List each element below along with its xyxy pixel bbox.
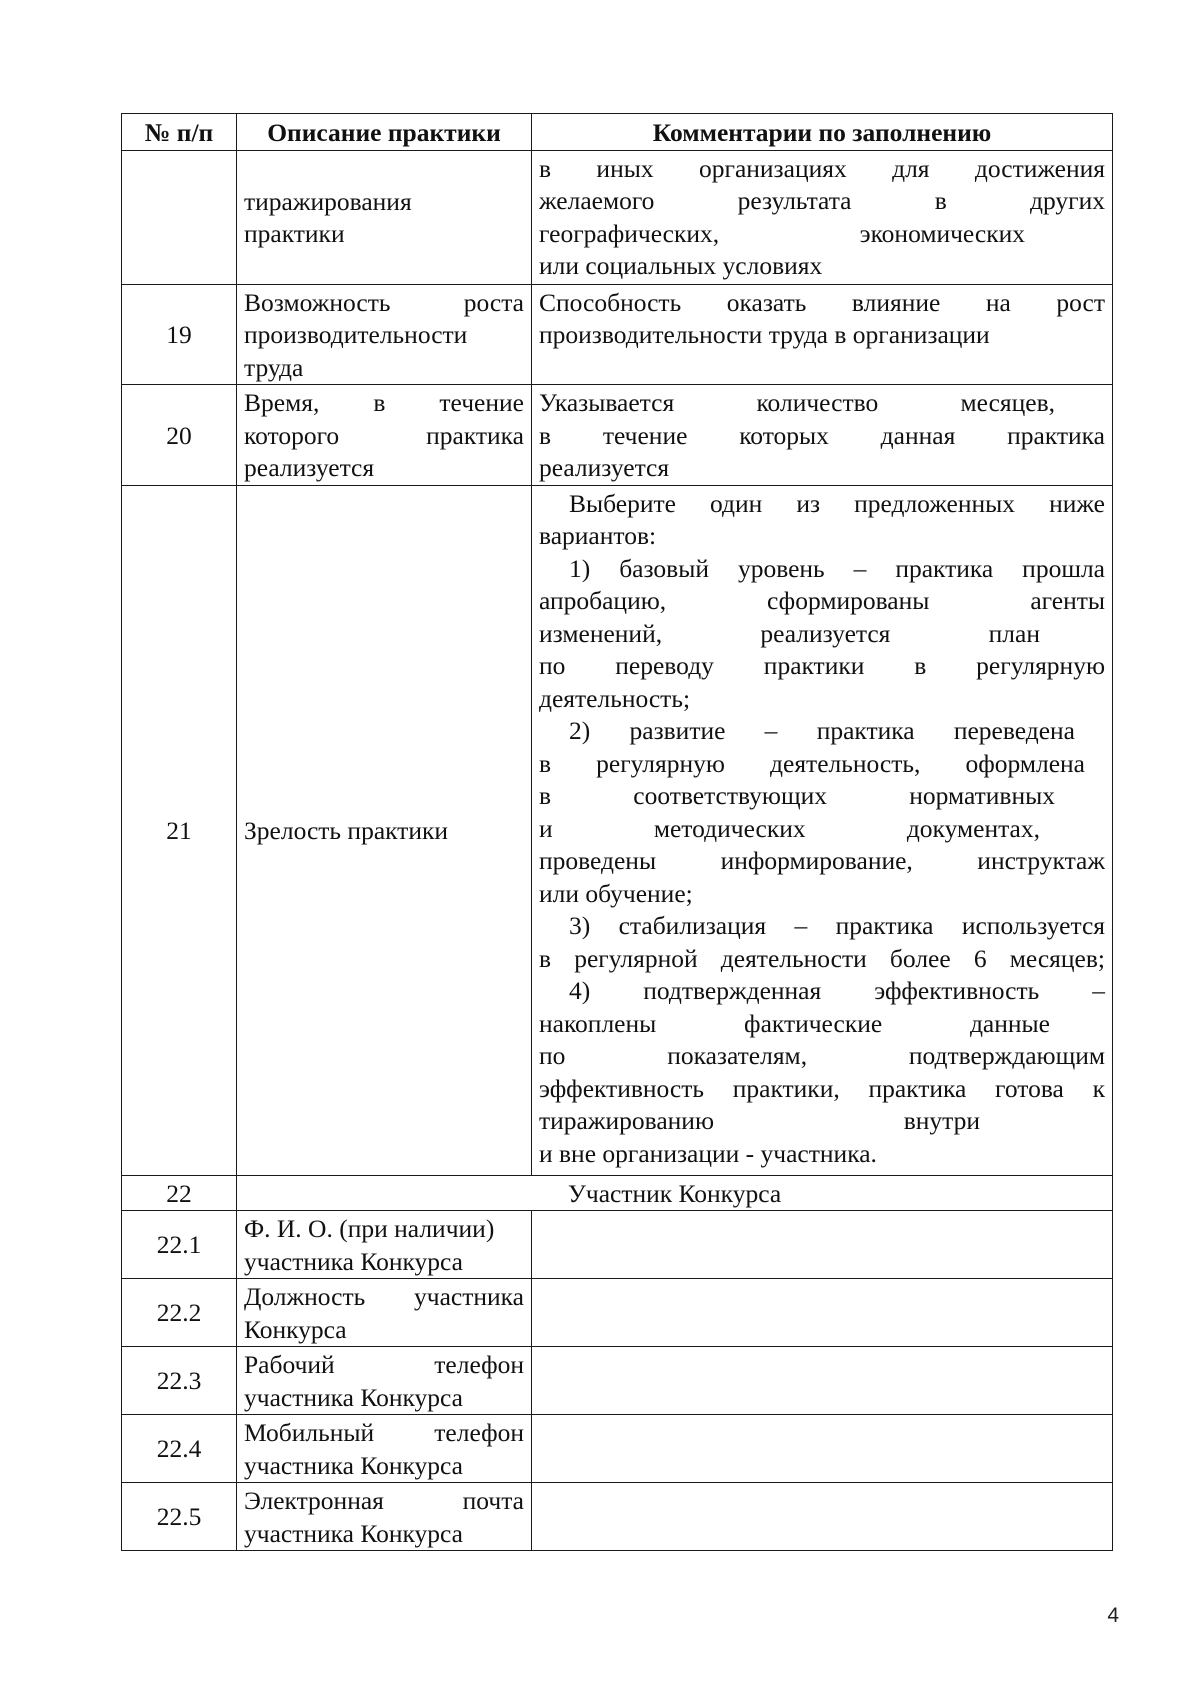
comment-line: производительности труда в организации: [539, 320, 990, 349]
description-line: Время, в течение: [244, 388, 524, 417]
row-number: 22.4: [122, 1415, 237, 1483]
row-description: [237, 284, 532, 385]
description-line: Зрелость практики: [244, 815, 449, 845]
row-comment-empty[interactable]: [532, 1211, 1113, 1279]
comment-line: или обучение;: [539, 878, 693, 908]
comment-line: апробацию, сформированы агенты: [539, 586, 1105, 615]
row-comment-empty[interactable]: [532, 1415, 1113, 1483]
table-row: [122, 1211, 1113, 1279]
form-table: [121, 113, 1113, 1551]
comment-line: реализуется: [539, 453, 670, 482]
comment-line: по переводу практики в регулярную: [539, 651, 1105, 680]
row-number: 22.5: [122, 1483, 237, 1551]
row-comment: [532, 284, 1113, 385]
table-row: [122, 1279, 1113, 1347]
description-line: Должность участника: [244, 1282, 524, 1311]
row-number: 20: [122, 385, 237, 486]
comment-line: Указывается количество месяцев,: [539, 388, 1055, 417]
comment-line: эффективность практики, практика готова к: [539, 1073, 1105, 1103]
comment-line: 2) развитие – практика переведена: [569, 716, 1075, 745]
comment-line: географических, экономических: [539, 218, 1025, 248]
description-line: Рабочий телефон: [244, 1350, 524, 1379]
comment-line: тиражированию внутри: [539, 1106, 980, 1135]
comment-line: 3) стабилизация – практика используется: [569, 911, 1105, 940]
comment-line: накоплены фактические данные: [539, 1008, 1050, 1038]
row-description: [237, 1347, 532, 1415]
comment-line: по показателям, подтверждающим: [539, 1041, 1105, 1070]
row-number: 22: [122, 1175, 237, 1211]
comment-line: в регулярной деятельности более 6 месяцев;: [539, 943, 1105, 973]
section-title: Участник Конкурса: [237, 1175, 1113, 1211]
row-description: [237, 1211, 532, 1279]
comment-line: и вне организации - участника.: [539, 1138, 877, 1168]
row-number: 19: [122, 284, 237, 385]
table-row: [122, 284, 1113, 385]
description-line: Мобильный телефон: [244, 1418, 524, 1447]
description-line: Электронная почта: [244, 1486, 524, 1515]
row-number: 22.2: [122, 1279, 237, 1347]
comment-line: в иных организациях для достижения: [539, 153, 1105, 183]
description-line: Конкурса: [244, 1314, 347, 1344]
row-number: [122, 150, 237, 284]
row-comment: [532, 385, 1113, 486]
row-description: [237, 385, 532, 486]
row-number: 21: [122, 485, 237, 1175]
comment-line: Выберите один из предложенных ниже: [569, 488, 1105, 518]
row-number: 22.3: [122, 1347, 237, 1415]
row-comment-empty[interactable]: [532, 1347, 1113, 1415]
comment-line: и методических документах,: [539, 813, 1040, 843]
table-row: [122, 1347, 1113, 1415]
comment-line: 4) подтвержденная эффективность –: [569, 976, 1105, 1005]
description-line: реализуется: [244, 453, 375, 482]
table-row: [122, 485, 1113, 1175]
comment-line: в течение которых данная практика: [539, 420, 1105, 450]
table-row: [122, 1175, 1113, 1211]
page-number: 4: [1107, 1604, 1119, 1627]
description-line: Ф. И. О. (при наличии): [244, 1214, 495, 1243]
description-line: участника Конкурса: [244, 1450, 463, 1480]
comment-line: в регулярную деятельность, оформлена: [539, 748, 1085, 778]
comment-line: проведены информирование, инструктаж: [539, 846, 1105, 875]
description-line: Возможность роста: [244, 287, 524, 317]
row-description: [237, 1415, 532, 1483]
table-row: [122, 1483, 1113, 1551]
comment-line: или социальных условиях: [539, 251, 823, 280]
row-description: [237, 150, 532, 284]
comment-line: желаемого результата в других: [539, 186, 1105, 215]
table-row: [122, 1415, 1113, 1483]
description-line: участника Конкурса: [244, 1246, 463, 1276]
description-line: производительности: [244, 320, 468, 349]
description-line: труда: [244, 352, 304, 382]
row-description: [237, 1279, 532, 1347]
comment-line: деятельность;: [539, 683, 691, 713]
row-number: 22.1: [122, 1211, 237, 1279]
row-description: [237, 1483, 532, 1551]
comment-line: Способность оказать влияние на рост: [539, 287, 1105, 317]
header-comments: Комментарии по заполнению: [532, 114, 1113, 151]
row-comment: [532, 485, 1113, 1175]
description-line: практики: [244, 219, 345, 248]
description-line: тиражирования: [244, 186, 412, 216]
comment-line: изменений, реализуется план: [539, 618, 1040, 648]
comment-line: 1) базовый уровень – практика прошла: [569, 553, 1105, 583]
row-description: [237, 485, 532, 1175]
row-comment-empty[interactable]: [532, 1483, 1113, 1551]
comment-line: в соответствующих нормативных: [539, 781, 1055, 810]
header-number: № п/п: [122, 114, 237, 151]
header-description: Описание практики: [237, 114, 532, 151]
description-line: участника Конкурса: [244, 1382, 463, 1412]
comment-line: вариантов:: [539, 521, 657, 550]
table-row: [122, 385, 1113, 486]
description-line: которого практика: [244, 420, 524, 450]
row-comment-empty[interactable]: [532, 1279, 1113, 1347]
description-line: участника Конкурса: [244, 1518, 463, 1548]
table-row: [122, 150, 1113, 284]
row-comment: [532, 150, 1113, 284]
table-header-row: [122, 114, 1113, 151]
